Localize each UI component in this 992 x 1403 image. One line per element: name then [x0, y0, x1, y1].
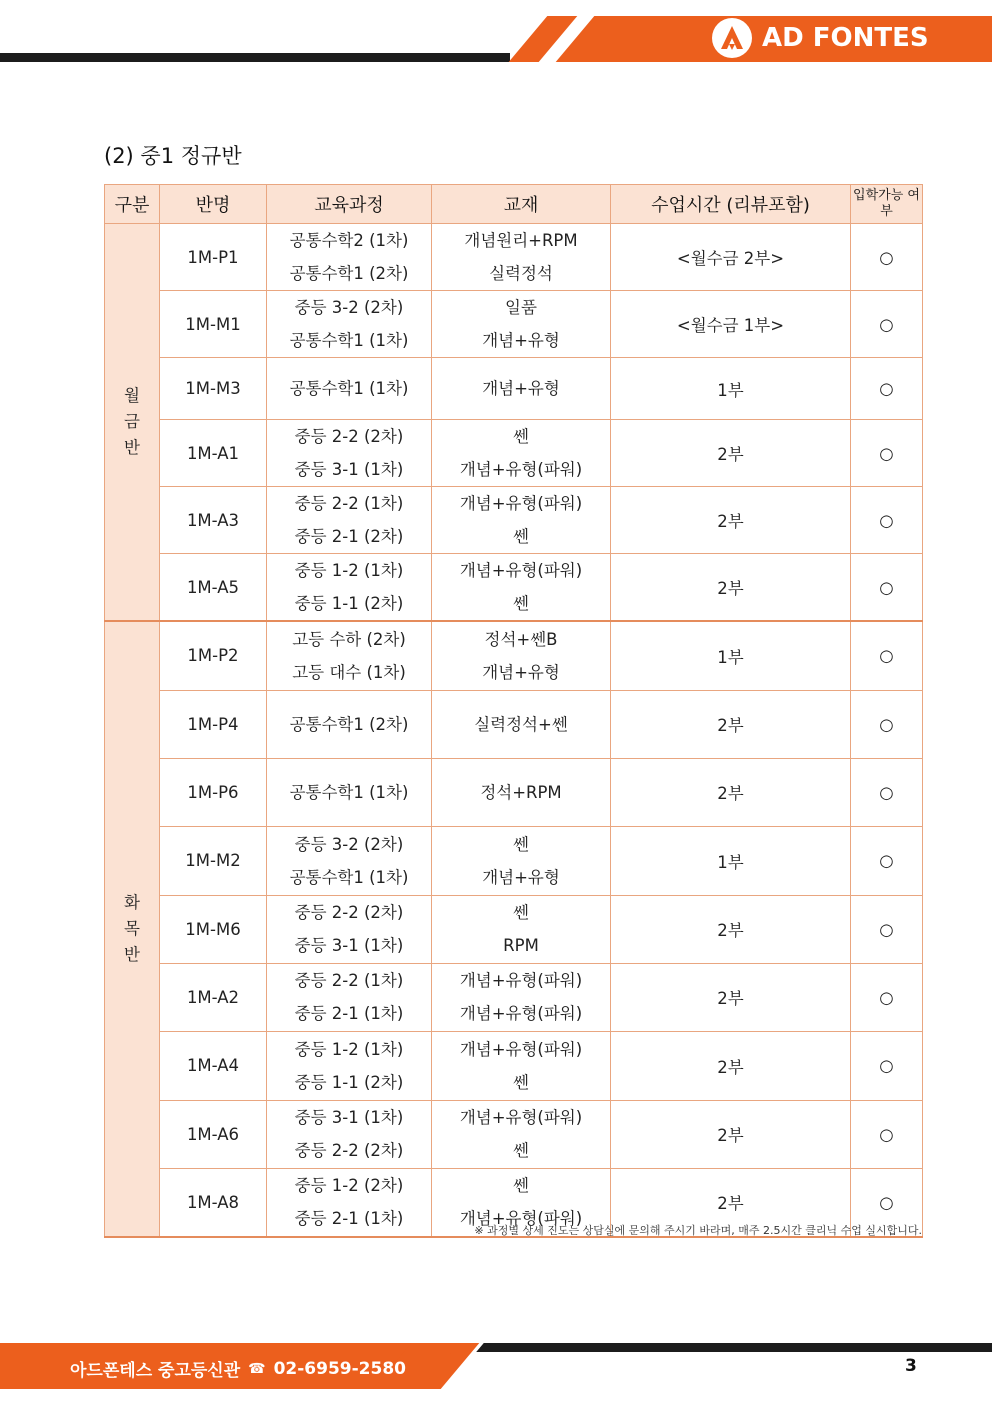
- book-line: 개념+유형(파워): [459, 1004, 583, 1023]
- class-name-cell: 1M-A1: [160, 420, 267, 487]
- book-line: 쎈: [513, 1072, 529, 1092]
- course-cell: [267, 487, 432, 554]
- course-cell: [267, 895, 432, 963]
- table-row: [105, 1100, 923, 1168]
- class-name-cell: 1M-P4: [160, 690, 267, 758]
- course-line: 중등 2-2 (1차): [294, 971, 404, 990]
- class-time-cell: 2부: [611, 554, 851, 622]
- availability-cell: ○: [851, 963, 923, 1031]
- course-line: 중등 3-2 (2차): [294, 298, 404, 317]
- table-row: [105, 554, 923, 622]
- book-cell: [432, 487, 611, 554]
- book-line: 개념+유형(파워): [459, 460, 583, 479]
- course-line: 중등 3-1 (1차): [294, 1108, 404, 1127]
- availability-cell: ○: [851, 1031, 923, 1100]
- course-line: 중등 3-1 (1차): [294, 460, 404, 479]
- book-cell: [432, 1031, 611, 1100]
- course-cell: [267, 621, 432, 690]
- footer-black-bar: [486, 1343, 992, 1352]
- table-row: [105, 224, 923, 291]
- course-line: 중등 1-2 (1차): [294, 1039, 404, 1059]
- course-cell: [267, 963, 432, 1031]
- brand-logo: [712, 18, 929, 58]
- table-row: [105, 963, 923, 1031]
- availability-cell: ○: [851, 420, 923, 487]
- group-label: 월금반: [124, 386, 140, 457]
- class-time-cell: 2부: [611, 1031, 851, 1100]
- book-cell: [432, 224, 611, 291]
- course-cell: [267, 224, 432, 291]
- group-label-cell: [105, 224, 160, 622]
- book-line: RPM: [503, 936, 539, 955]
- book-line: 정석+RPM: [480, 782, 562, 802]
- class-time-cell: 2부: [611, 1100, 851, 1168]
- availability-cell: ○: [851, 224, 923, 291]
- class-time-cell: 2부: [611, 963, 851, 1031]
- class-time-cell: <월수금 1부>: [611, 291, 851, 358]
- course-line: 중등 1-1 (2차): [294, 594, 404, 613]
- book-cell: [432, 621, 611, 690]
- class-time-cell: 1부: [611, 826, 851, 895]
- class-name-cell: 1M-P2: [160, 621, 267, 690]
- book-line: 개념+유형(파워): [459, 494, 583, 513]
- book-line: 쎈: [513, 594, 529, 613]
- book-line: 쎈: [513, 1176, 529, 1196]
- class-name-cell: 1M-M3: [160, 358, 267, 420]
- table-row: [105, 420, 923, 487]
- book-line: 개념+유형(파워): [459, 971, 583, 990]
- book-line: 쎈: [513, 1141, 529, 1160]
- course-line: 중등 2-2 (2차): [294, 903, 404, 922]
- course-cell: [267, 1100, 432, 1168]
- class-name-cell: 1M-M1: [160, 291, 267, 358]
- book-line: 쎈: [513, 527, 529, 546]
- course-line: 공통수학1 (2차): [289, 714, 409, 734]
- class-name-cell: 1M-A6: [160, 1100, 267, 1168]
- group-label-cell: [105, 621, 160, 1237]
- table-row: [105, 826, 923, 895]
- book-line: 개념원리+RPM: [464, 231, 578, 250]
- book-line: 개념+유형(파워): [459, 1209, 583, 1229]
- availability-cell: ○: [851, 1168, 923, 1237]
- class-time-cell: 2부: [611, 420, 851, 487]
- header-cell-book: 교재: [432, 185, 611, 224]
- table-row: [105, 895, 923, 963]
- header-cell-availability: 입학가능 여부: [851, 185, 923, 224]
- phone-icon: ☎: [248, 1360, 266, 1377]
- course-cell: [267, 291, 432, 358]
- book-line: 일품: [505, 298, 537, 317]
- book-line: 개념+유형(파워): [459, 561, 583, 580]
- class-time-cell: 2부: [611, 487, 851, 554]
- availability-cell: ○: [851, 554, 923, 622]
- book-cell: [432, 826, 611, 895]
- book-line: 쎈: [513, 834, 529, 854]
- book-line: 개념+유형: [482, 867, 560, 887]
- book-cell: [432, 291, 611, 358]
- availability-cell: ○: [851, 758, 923, 826]
- brand-name: AD FONTES: [762, 23, 929, 53]
- footer-phone: 02-6959-2580: [273, 1358, 406, 1379]
- class-name-cell: 1M-M2: [160, 826, 267, 895]
- class-name-cell: 1M-A5: [160, 554, 267, 622]
- book-line: 개념+유형: [482, 331, 560, 350]
- course-line: 공통수학1 (1차): [289, 867, 409, 887]
- course-line: 공통수학1 (1차): [289, 379, 409, 398]
- course-line: 중등 1-2 (1차): [294, 561, 404, 580]
- footer-org-name: 아드폰테스 중고등신관: [70, 1361, 241, 1381]
- course-cell: [267, 1031, 432, 1100]
- header-cell-time: 수업시간 (리뷰포함): [611, 185, 851, 224]
- book-line: 개념+유형: [482, 662, 560, 682]
- course-line: 공통수학1 (2차): [289, 264, 409, 283]
- book-cell: [432, 420, 611, 487]
- table-row: [105, 487, 923, 554]
- availability-cell: ○: [851, 621, 923, 690]
- course-line: 공통수학2 (1차): [289, 231, 409, 250]
- book-cell: [432, 358, 611, 420]
- course-line: 중등 2-2 (2차): [294, 1141, 404, 1160]
- book-cell: [432, 963, 611, 1031]
- course-cell: [267, 1168, 432, 1237]
- course-cell: [267, 690, 432, 758]
- course-line: 중등 3-1 (1차): [294, 936, 404, 955]
- class-time-cell: 1부: [611, 358, 851, 420]
- table-row: [105, 358, 923, 420]
- availability-cell: ○: [851, 487, 923, 554]
- availability-cell: ○: [851, 1100, 923, 1168]
- table-row: [105, 690, 923, 758]
- class-name-cell: 1M-A4: [160, 1031, 267, 1100]
- book-line: 쎈: [513, 903, 529, 922]
- class-name-cell: 1M-M6: [160, 895, 267, 963]
- course-cell: [267, 358, 432, 420]
- group-label: 화목반: [124, 893, 140, 964]
- course-line: 고등 수하 (2차): [292, 629, 406, 649]
- book-cell: [432, 554, 611, 622]
- book-line: 개념+유형(파워): [459, 1108, 583, 1127]
- course-line: 중등 2-1 (1차): [294, 1004, 404, 1023]
- header-black-bar: [0, 53, 510, 62]
- logo-a-icon: [712, 18, 752, 58]
- table-header-row: [105, 185, 923, 224]
- book-cell: [432, 1100, 611, 1168]
- class-time-cell: 2부: [611, 758, 851, 826]
- class-name-cell: 1M-A3: [160, 487, 267, 554]
- course-line: 중등 2-2 (2차): [294, 427, 404, 446]
- course-line: 고등 대수 (1차): [292, 662, 406, 682]
- course-cell: [267, 420, 432, 487]
- header-cell-class: 반명: [160, 185, 267, 224]
- course-cell: [267, 758, 432, 826]
- class-time-cell: 2부: [611, 690, 851, 758]
- course-line: 중등 3-2 (2차): [294, 834, 404, 854]
- course-line: 중등 1-2 (2차): [294, 1176, 404, 1196]
- schedule-table: [104, 184, 923, 1238]
- header-cell-group: 구분: [105, 185, 160, 224]
- book-line: 쎈: [513, 427, 529, 446]
- table-row: [105, 621, 923, 690]
- class-name-cell: 1M-P6: [160, 758, 267, 826]
- course-line: 중등 2-2 (1차): [294, 494, 404, 513]
- course-cell: [267, 826, 432, 895]
- table-row: [105, 758, 923, 826]
- class-time-cell: 1부: [611, 621, 851, 690]
- book-line: 정석+쎈B: [484, 629, 558, 649]
- section-title: (2) 중1 정규반: [104, 144, 242, 168]
- course-line: 중등 1-1 (2차): [294, 1072, 404, 1092]
- course-line: 중등 2-1 (1차): [294, 1209, 404, 1229]
- class-name-cell: 1M-A8: [160, 1168, 267, 1237]
- class-time-cell: 2부: [611, 1168, 851, 1237]
- book-line: 실력정석: [489, 264, 553, 283]
- class-time-cell: 2부: [611, 895, 851, 963]
- table-row: [105, 1031, 923, 1100]
- footer-contact: [70, 1356, 406, 1381]
- class-name-cell: 1M-A2: [160, 963, 267, 1031]
- book-line: 개념+유형(파워): [459, 1039, 583, 1059]
- table-row: [105, 291, 923, 358]
- availability-cell: ○: [851, 895, 923, 963]
- class-name-cell: 1M-P1: [160, 224, 267, 291]
- course-line: 중등 2-1 (2차): [294, 527, 404, 546]
- book-cell: [432, 690, 611, 758]
- book-line: 실력정석+쎈: [474, 714, 568, 734]
- availability-cell: ○: [851, 291, 923, 358]
- class-time-cell: <월수금 2부>: [611, 224, 851, 291]
- availability-cell: ○: [851, 358, 923, 420]
- course-cell: [267, 554, 432, 622]
- book-line: 개념+유형: [482, 379, 560, 398]
- availability-cell: ○: [851, 690, 923, 758]
- book-cell: [432, 895, 611, 963]
- footnote: ※ 과정별 상세 진도는 상담실에 문의해 주시기 바라며, 매주 2.5시간 클리닉 수업 실시합니다.: [474, 1224, 922, 1237]
- availability-cell: ○: [851, 826, 923, 895]
- course-line: 공통수학1 (1차): [289, 331, 409, 350]
- book-cell: [432, 758, 611, 826]
- course-line: 공통수학1 (1차): [289, 782, 409, 802]
- header-cell-course: 교육과정: [267, 185, 432, 224]
- page-number: 3: [905, 1356, 917, 1376]
